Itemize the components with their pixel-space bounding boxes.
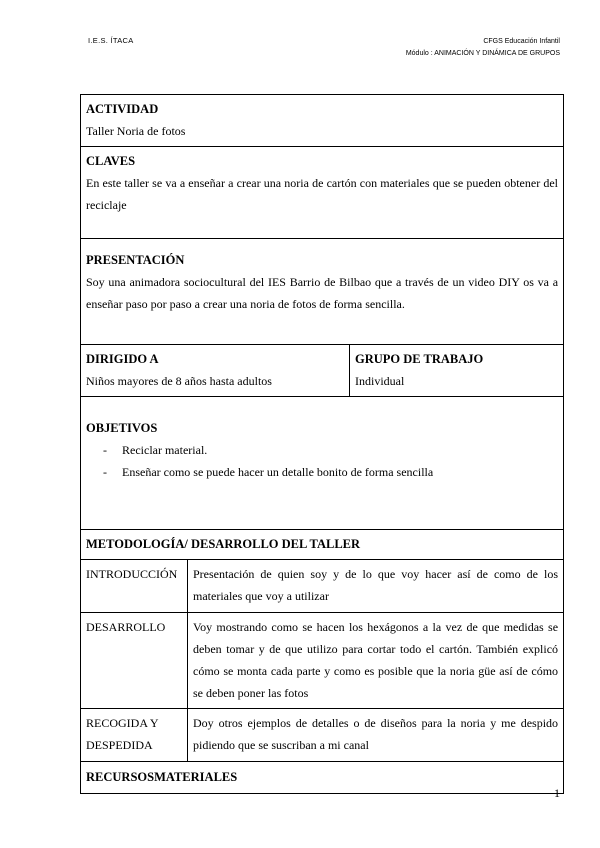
presentacion-title: PRESENTACIÓN [86, 253, 185, 267]
recursos-title: RECURSOSMATERIALES [86, 770, 238, 784]
metodologia-text: Doy otros ejemplos de detalles o de diseños para la noria y me despido pidiendo que se suscriban a mi canal [188, 709, 564, 762]
metodologia-label: DESARROLLO [81, 613, 188, 709]
row-actividad [81, 95, 564, 147]
actividad-title: ACTIVIDAD [86, 102, 159, 116]
row-dirigido-grupo [81, 345, 564, 397]
metodologia-title: METODOLOGÍA/ DESARROLLO DEL TALLER [86, 537, 361, 551]
row-metodologia-title [81, 530, 564, 560]
objetivos-title: OBJETIVOS [86, 421, 158, 435]
page-number: 1 [554, 786, 560, 800]
metodologia-label: RECOGIDA Y DESPEDIDA [81, 709, 188, 762]
presentacion-text: Soy una animadora sociocultural del IES Barrio de Bilbao que a través de un video DIY os va a enseñar paso por paso a crear una noria de fotos de forma sencilla. [86, 275, 559, 311]
objetivo-item: - Reciclar material. [86, 439, 558, 461]
row-objetivos [81, 397, 564, 530]
dirigido-text: Niños mayores de 8 años hasta adultos [86, 374, 272, 388]
metodologia-text: Voy mostrando como se hacen los hexágonos a la vez de que medidas se deben tomar y de que utilizo para cortar todo el cartón. También explicó cómo se monta cada parte y como es posible que la noria güe así de cómo se deben poner las fotos [188, 613, 564, 709]
row-recursos [81, 762, 564, 794]
claves-text: En este taller se va a enseñar a crear una noria de cartón con materiales que se pueden obtener del reciclaje [86, 176, 559, 212]
grupo-text: Individual [355, 374, 405, 388]
objetivo-item: - Enseñar como se puede hacer un detalle bonito de forma sencilla [86, 461, 558, 483]
objetivos-list [86, 439, 558, 483]
grupo-title: GRUPO DE TRABAJO [355, 352, 484, 366]
metodologia-text: Presentación de quien soy y de lo que voy hacer así de como de los materiales que voy a utilizar [188, 560, 564, 613]
metodologia-row [81, 613, 564, 709]
actividad-text: Taller Noria de fotos [86, 124, 186, 138]
header-right [406, 36, 560, 60]
activity-table [80, 94, 564, 794]
header-school: I.E.S. ÍTACA [88, 36, 134, 45]
claves-title: CLAVES [86, 154, 136, 168]
metodologia-row [81, 709, 564, 762]
header-course: CFGS Educación Infantil [483, 38, 560, 45]
metodologia-row [81, 560, 564, 613]
header-module: Módulo : ANIMACIÓN Y DINÁMICA DE GRUPOS [405, 50, 560, 57]
metodologia-label: INTRODUCCIÓN [81, 560, 188, 613]
dirigido-title: DIRIGIDO A [86, 352, 159, 366]
row-claves [81, 147, 564, 239]
row-presentacion [81, 239, 564, 345]
